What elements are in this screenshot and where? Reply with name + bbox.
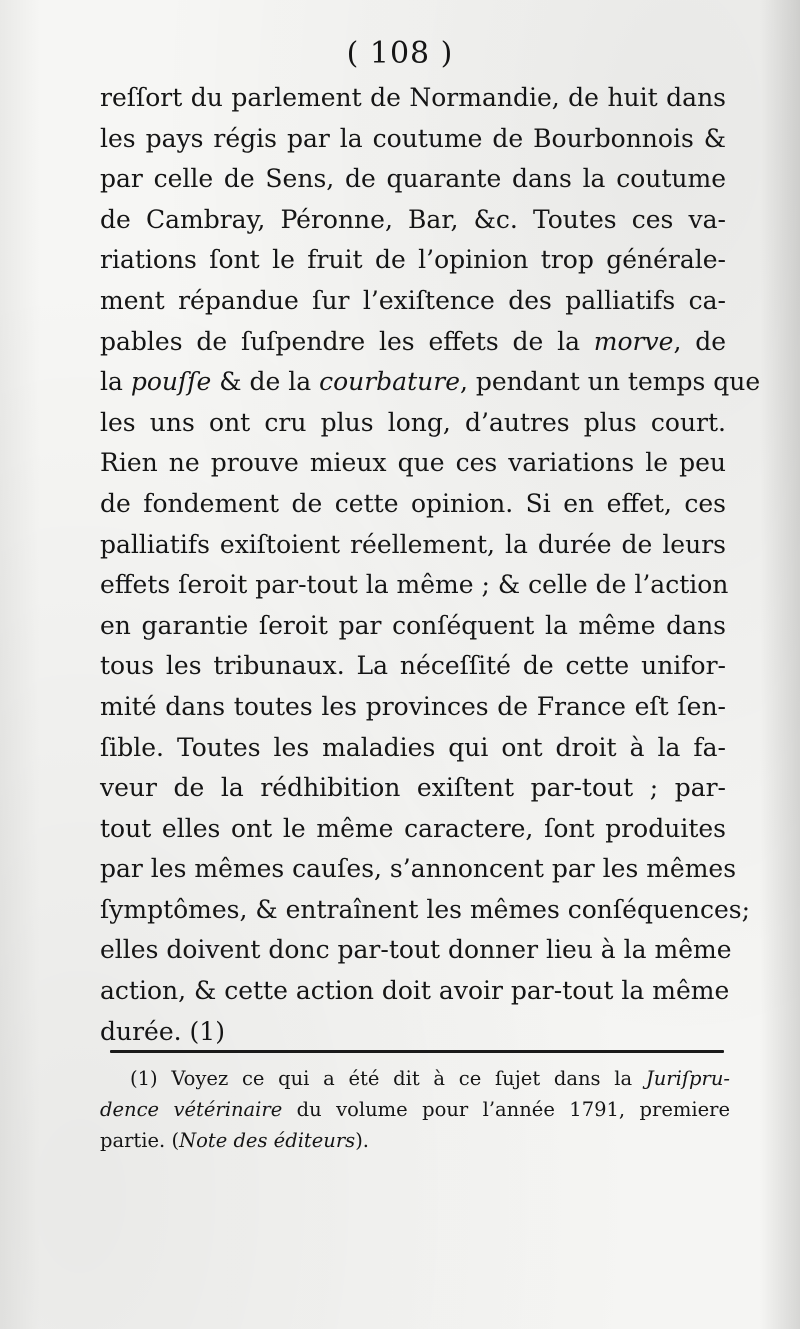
italic-term-courbature: courbature [319,367,460,397]
italic-note: Note des éditeurs [179,1129,356,1152]
text-line: mité dans toutes les provinces de France eſt ſen- [100,691,726,721]
italic-term-morve: morve [593,326,674,356]
italic-title: Juriſpru- [645,1067,730,1090]
text-span: pables de ſuſpendre les effets de la [100,326,594,356]
text-span: , pendant un temps que [459,367,761,397]
text-line: effets ſeroit par-tout la même ; & celle de l’action [100,570,729,600]
text-line: ſible. Toutes les maladies qui ont droit à la fa- [100,732,726,762]
footnote [100,1063,730,1156]
text-line: elles doivent donc par-tout donner lieu à la même [100,935,732,965]
italic-title: dence vétérinaire [100,1098,283,1121]
text-line: tout elles ont le même caractere, ſont produites [100,813,726,843]
text-line: les pays régis par la coutume de Bourbonnois & [100,123,726,153]
text-line: par celle de Sens, de quarante dans la coutume [100,164,726,194]
footnote-line [100,1094,730,1125]
text-line: les uns ont cru plus long, d’autres plus court. [100,407,726,437]
text-line [100,322,726,363]
text-line: veur de la rédhibition exiſtent par-tout ; par- [100,773,726,803]
text-span: la [100,367,131,397]
text-line: Rien ne prouve mieux que ces variations le peu [100,448,726,478]
body-text [100,78,761,1052]
footnote-line [100,1125,730,1156]
text-span: ). [355,1129,370,1152]
text-line: de Cambray, Péronne, Bar, &c. Toutes ces va- [100,204,726,234]
text-line: reſſort du parlement de Normandie, de huit dans [100,83,726,112]
text-line: palliatifs exiſtoient réellement, la durée de leurs [100,529,726,559]
text-line: en garantie ſeroit par conſéquent la même dans [100,610,726,640]
text-span: , de [673,326,726,356]
text-line: de fondement de cette opinion. Si en effet, ces [100,488,726,518]
footnote-divider [110,1050,724,1053]
text-span: (1) Voyez ce qui a été dit à ce ſujet dans la [130,1067,646,1090]
text-line: durée. (1) [100,1016,225,1046]
text-line: riations ſont le fruit de l’opinion trop générale- [100,245,726,275]
text-line: par les mêmes cauſes, s’annoncent par les mêmes [100,854,737,884]
page-number: ( 108 ) [346,36,454,71]
text-span: & de la [211,367,320,397]
text-line: action, & cette action doit avoir par-tout la même [100,976,730,1006]
footnote-line [100,1063,730,1094]
text-line [100,362,761,403]
text-line: ſymptômes, & entraînent les mêmes conſéquences; [100,894,750,924]
text-span: partie. ( [100,1129,180,1152]
text-span: du volume pour l’année 1791, premiere [282,1098,730,1121]
italic-term-pousse: pouſſe [130,367,212,397]
text-line: tous les tribunaux. La néceſſité de cette unifor- [100,651,726,681]
text-line: ment répandue ſur l’exiſtence des palliatifs ca- [100,285,726,315]
